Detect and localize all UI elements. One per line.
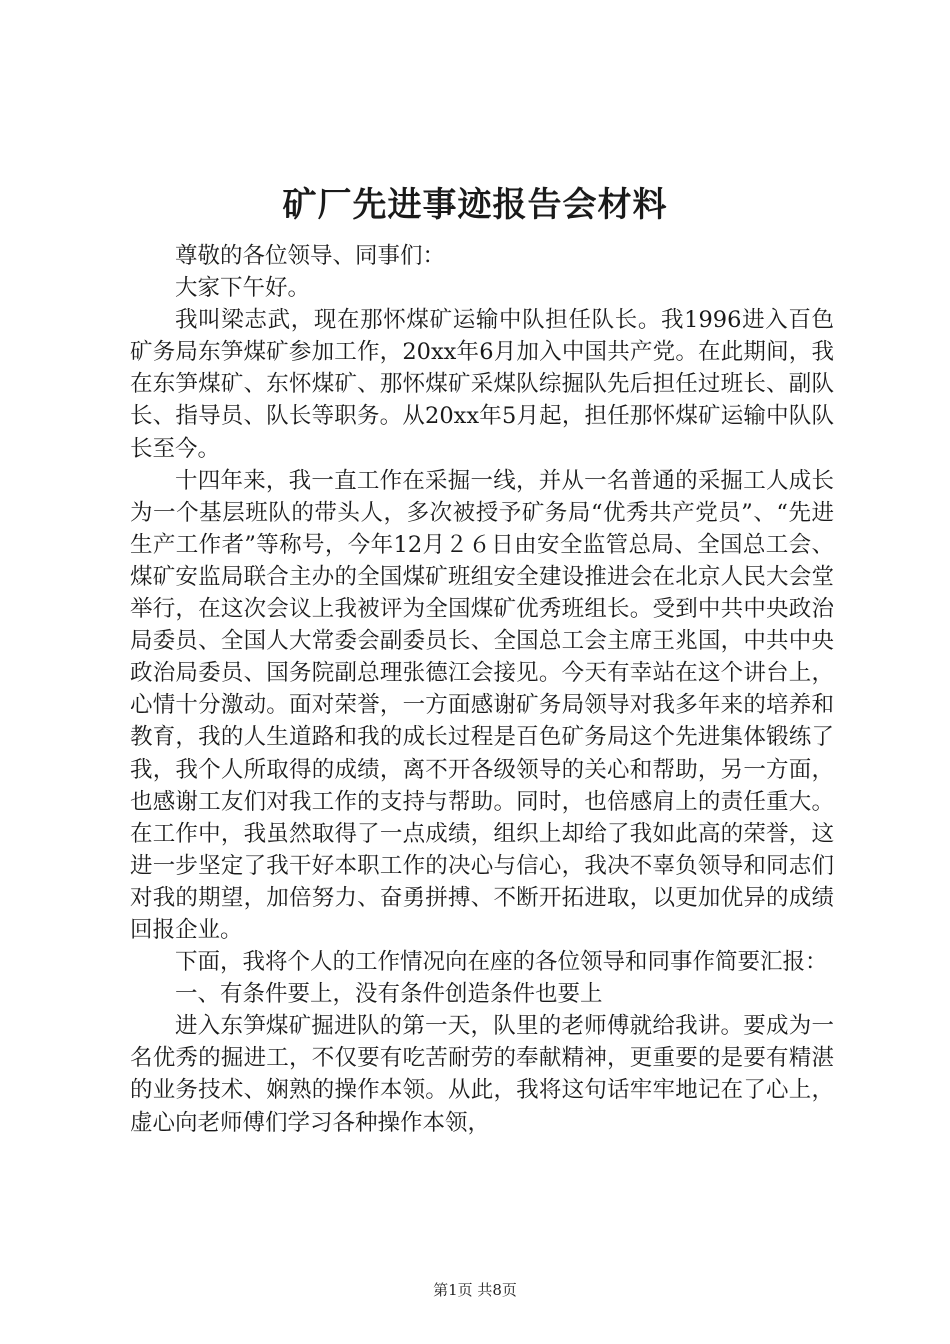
document-title: 矿厂先进事迹报告会材料 — [282, 185, 668, 225]
paragraph-introduction: 我叫梁志武，现在那怀煤矿运输中队担任队长。我1996进入百色矿务局东笋煤矿参加工作，20xx年6月加入中国共产党。在此期间，我在东笋煤矿、东怀煤矿、那怀煤矿采煤队综掘队先后担任过班长、副队长、指导员、队长等职务。从20xx年5月起，担任那怀煤矿运输中队队长至今。 — [130, 307, 834, 462]
paragraph-section-1-body: 进入东笋煤矿掘进队的第一天，队里的老师傅就给我讲。要成为一名优秀的掘进工，不仅要有吃苦耐劳的奉献精神，更重要的是要有精湛的业务技术、娴熟的操作本领。从此，我将这句话牢牢地记在了心上，虚心向老师傅们学习各种操作本领， — [130, 1013, 834, 1136]
paragraph-achievements: 十四年来，我一直工作在采掘一线，并从一名普通的采掘工人成长为一个基层班队的带头人，多次被授予矿务局“优秀共产党员”、“先进生产工作者”等称号，今年12月２６日由安全监管总局、全国总工会、煤矿安监局联合主办的全国煤矿班组安全建设推进会在北京人民大会堂举行，在这次会议上我被评为全国煤矿优秀班组长。受到中共中央政治局委员、全国人大常委会副委员长、全国总工会主席王兆国，中共中央政治局委员、国务院副总理张德江会接见。今天有幸站在这个讲台上，心情十分激动。面对荣誉，一方面感谢矿务局领导对我多年来的培养和教育，我的人生道路和我的成长过程是百色矿务局这个先进集体锻练了我，我个人所取得的成绩，离不开各级领导的关心和帮助，另一方面，也感谢工友们对我工作的支持与帮助。同时，也倍感肩上的责任重大。在工作中，我虽然取得了一点成绩，组织上却给了我如此高的荣誉，这进一步坚定了我干好本职工作的决心与信心，我决不辜负领导和同志们对我的期望，加倍努力、奋勇拼搏、不断开拓进取，以更加优异的成绩回报企业。 — [130, 467, 834, 943]
paragraph-greeting: 尊敬的各位领导、同事们： — [175, 243, 446, 269]
document-body — [130, 240, 834, 1139]
paragraph-salutation: 大家下午好。 — [175, 275, 311, 302]
page-number-footer: 第1页 共8页 — [433, 1281, 517, 1299]
paragraph-report-intro: 下面，我将个人的工作情况向在座的各位领导和同事作简要汇报： — [175, 949, 828, 976]
section-heading-1: 一、有条件要上，没有条件创造条件也要上 — [175, 981, 603, 1008]
